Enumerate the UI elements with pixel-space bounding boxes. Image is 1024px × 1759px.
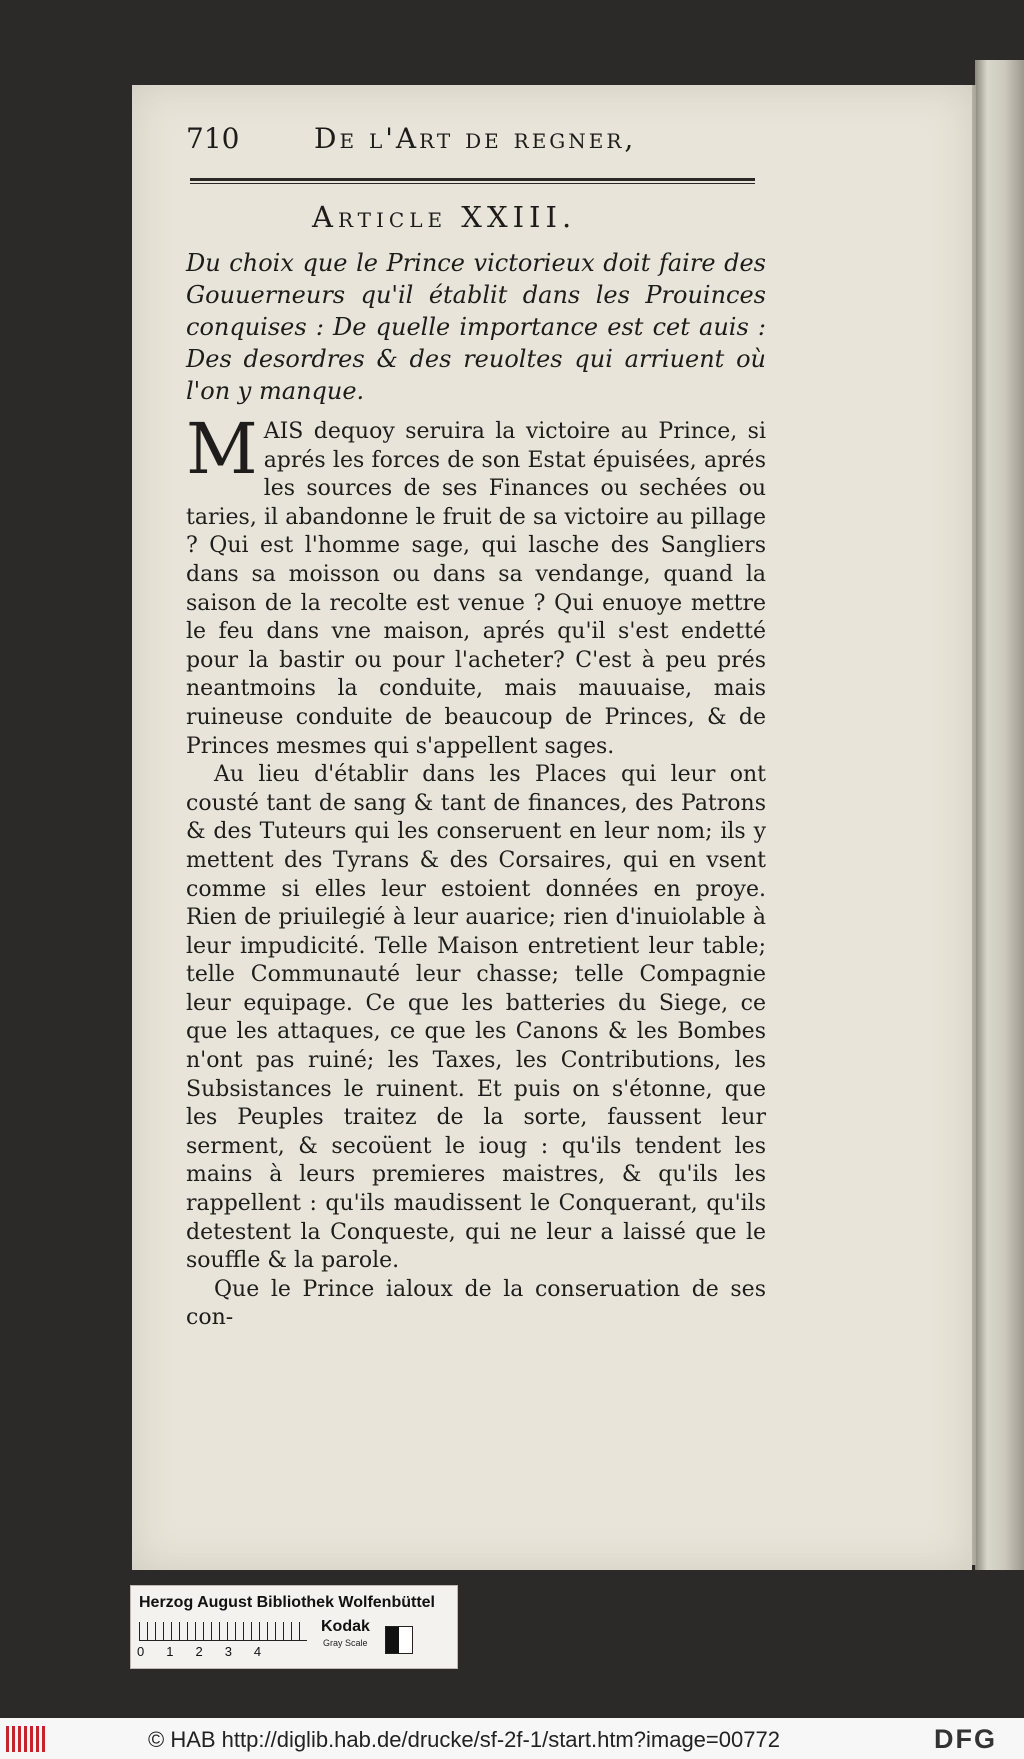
dfg-logo: DFG	[934, 1724, 997, 1754]
page-number: 710	[186, 122, 240, 155]
article-body	[186, 408, 766, 1333]
barcode-icon	[6, 1726, 46, 1752]
running-title: De l'Art de regner,	[314, 122, 637, 155]
article-heading: Article XXIII.	[312, 200, 577, 234]
footer-bar	[0, 1718, 1024, 1759]
drop-cap: M	[186, 408, 258, 490]
paragraph-3: Que le Prince ialoux de la conseruation de ses con-	[186, 1276, 766, 1331]
paragraph-1-text: AIS dequoy seruira la victoire au Prince, si aprés les forces de son Estat épuisées, aprés les sources de ses Finances ou sechées ou taries, il abandonne le fruit de sa victoire au pillage ? Qui est l'homme sage, qui lasche des Sangliers dans sa moisson ou dans sa vendange, quand la saison de la recolte est venue ? Qui enuoye mettre le feu dans vne maison, aprés qu'il s'est endetté pour la bastir ou pour l'acheter? C'est à peu prés neantmoins la conduite, mais mauuaise, mais ruineuse conduite de beaucoup de Princes, & de Princes mesmes qui s'appellent sages.	[186, 419, 766, 759]
article-summary: Du choix que le Prince victorieux doit faire des Gouuerneurs qu'il établit dans les Prouinces conquises : De quelle importance est cet auis : Des desordres & des reuoltes qui arriuent où l'on y manque.	[186, 249, 766, 405]
header-rule-thin	[190, 183, 755, 184]
paragraph-1	[186, 408, 766, 761]
kodak-logo: Kodak	[321, 1618, 370, 1635]
running-head	[186, 122, 886, 172]
library-name: Herzog August Bibliothek Wolfenbüttel	[139, 1594, 435, 1611]
paragraph-2: Au lieu d'établir dans les Places qui leur ont cousté tant de sang & tant de finances, des Patrons & des Tuteurs qui les conseruent en leur nom; ils y mettent des Tyrans & des Corsaires, qui en vsent comme si elles leur estoient données en proye. Rien de priuilegié à leur auarice; rien d'inuiolable à leur impudicité. Telle Maison entretient leur table; telle Communauté leur chasse; telle Compagnie leur equipage. Ce que les batteries du Siege, ce que les attaques, ce que les Canons & les Bombes n'ont pas ruiné; les Taxes, les Contributions, les Subsistances le ruinent. Et puis on s'étonne, que les Peuples traitez de la sorte, faussent leur serment, & secoüent le ioug : qu'ils tendent les mains à leurs premieres maistres, & qu'ils les rappellent : qu'ils maudissent le Conquerant, qu'ils detestent la Conqueste, qui ne leur a laissé que le souffle & la parole.	[186, 762, 766, 1274]
gray-scale-label: Gray Scale	[323, 1638, 368, 1648]
ruler-numbers: 01234	[137, 1644, 284, 1659]
scale-ruler	[139, 1622, 307, 1641]
footer-link[interactable]: © HAB http://diglib.hab.de/drucke/sf-2f-1/start.htm?image=00772	[148, 1727, 780, 1752]
library-label	[130, 1585, 458, 1669]
gray-swatch-icon	[385, 1626, 413, 1654]
header-rule	[190, 178, 755, 181]
book-spine	[975, 60, 1024, 1570]
